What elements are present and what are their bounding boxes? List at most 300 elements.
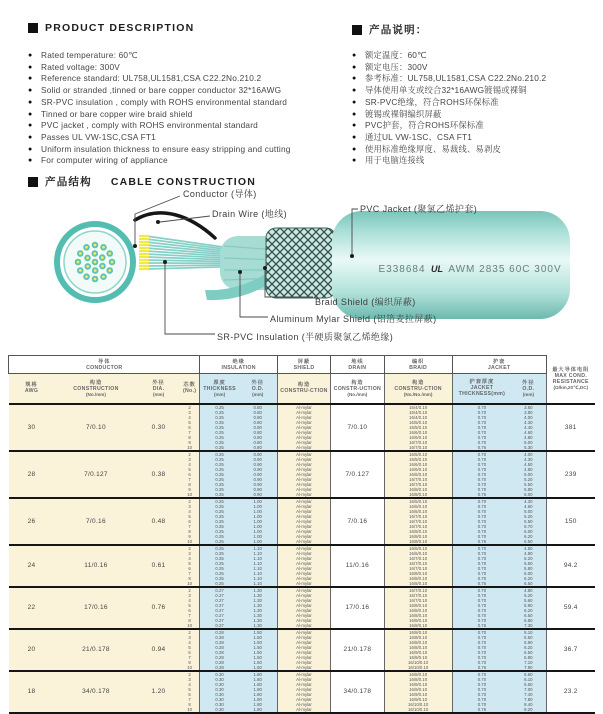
heading-en: CABLE CONSTRUCTION (110, 175, 257, 188)
jod-cell: 6.80 (511, 618, 546, 623)
jthk-cell: 0.70 (452, 420, 511, 425)
cores-cell: 3 (180, 677, 200, 682)
cores-cell: 8 (180, 529, 200, 534)
bullet-item: ● SR-PVC insulation , comply with ROHS environmental standard (28, 97, 291, 109)
cores-cell: 2 (180, 587, 200, 593)
jod-cell: 9.20 (511, 707, 546, 713)
od-cell: 0.80 (239, 425, 278, 430)
res-cell: 59.4 (546, 587, 595, 629)
shield-cell: Al-mylar (277, 593, 330, 598)
jod-cell: 3.80 (511, 410, 546, 415)
braid-cell: 16/8/0.10 (384, 581, 452, 587)
braid-cell: 16/7/0.10 (384, 514, 452, 519)
awg-group-30 (9, 404, 596, 451)
braid-cell: 16/8/0.10 (384, 529, 452, 534)
shield-cell: Al-mylar (277, 707, 330, 713)
jod-cell: 4.80 (511, 587, 546, 593)
thk-cell: 0.25 (200, 467, 239, 472)
od-cell: 1.50 (239, 635, 278, 640)
thk-cell: 0.25 (200, 462, 239, 467)
braid-cell: 16/8/0.10 (384, 677, 452, 682)
shield-cell: Al-mylar (277, 640, 330, 645)
thk-cell: 0.25 (200, 445, 239, 451)
thk-cell: 0.30 (200, 692, 239, 697)
shield-cell: Al-mylar (277, 650, 330, 655)
braid-cell: 16/8/0.10 (384, 539, 452, 545)
braid-cell: 16/4/0.10 (384, 410, 452, 415)
awg-cell: 28 (9, 451, 55, 498)
jod-cell: 4.60 (511, 504, 546, 509)
bullet-item: ● 用于电脑连接线 (352, 155, 546, 167)
jthk-cell: 0.70 (452, 545, 511, 551)
braid-cell: 16/6/0.10 (384, 472, 452, 477)
braid-cell: 16/7/0.10 (384, 482, 452, 487)
od-cell: 0.80 (239, 435, 278, 440)
aluminum-mylar-shield-label: Aluminum Mylar Shield (铝箔麦拉屏蔽) (270, 314, 437, 324)
braid-cell: 16/10/0.10 (384, 702, 452, 707)
cores-cell: 2 (180, 404, 200, 410)
bullet-item: ● 导体使用单支或绞合32*16AWG镀锡或裸铜 (352, 85, 546, 97)
braid-cell: 16/8/0.10 (384, 671, 452, 677)
cores-cell: 10 (180, 581, 200, 587)
jthk-cell: 0.70 (452, 425, 511, 430)
jod-cell: 7.80 (511, 697, 546, 702)
jthk-cell: 0.70 (452, 655, 511, 660)
dia-cell: 1.20 (137, 671, 179, 713)
od-cell: 1.00 (239, 498, 278, 504)
jod-cell: 4.30 (511, 457, 546, 462)
braid-cell: 16/5/0.10 (384, 457, 452, 462)
od-cell: 1.80 (239, 702, 278, 707)
jthk-cell: 0.76 (452, 445, 511, 451)
heading-cn: 产品结构 (45, 176, 92, 188)
dia-cell: 0.94 (137, 629, 179, 671)
bullet-item: ● 通过UL VW-1SC、CSA FT1 (352, 132, 546, 144)
cores-cell: 6 (180, 650, 200, 655)
jod-cell: 6.20 (511, 608, 546, 613)
od-cell: 1.80 (239, 687, 278, 692)
jod-cell: 6.00 (511, 571, 546, 576)
cores-cell: 10 (180, 623, 200, 629)
cores-cell: 8 (180, 702, 200, 707)
jthk-cell: 0.70 (452, 440, 511, 445)
od-cell: 1.30 (239, 618, 278, 623)
thk-cell: 0.30 (200, 682, 239, 687)
braid-cell: 16/5/0.10 (384, 425, 452, 430)
shield-cell: Al-mylar (277, 551, 330, 556)
braid-cell: 16/7/0.10 (384, 593, 452, 598)
awg-cell: 18 (9, 671, 55, 713)
shield-cell: Al-mylar (277, 467, 330, 472)
braid-cell: 16/9/0.10 (384, 697, 452, 702)
jod-cell: 7.30 (511, 623, 546, 629)
bullet-item: ● 额定电压：300V (352, 62, 546, 74)
shield-cell: Al-mylar (277, 655, 330, 660)
od-cell: 1.00 (239, 529, 278, 534)
shield-cell: Al-mylar (277, 587, 330, 593)
column-header-resistance: 最大导体电阻 MAX COND. RESISTANCE (Ω/km,20℃,DC) (546, 356, 595, 404)
cores-cell: 10 (180, 707, 200, 713)
jthk-cell: 0.70 (452, 635, 511, 640)
od-cell: 1.50 (239, 629, 278, 635)
braid-cell: 16/7/0.10 (384, 561, 452, 566)
sr-pvc-insulation-label: SR-PVC Insulation (半硬质聚氯乙烯绝缘) (217, 332, 394, 342)
cores-cell: 3 (180, 593, 200, 598)
od-cell: 1.50 (239, 645, 278, 650)
awg-group-24 (9, 545, 596, 587)
jod-cell: 8.40 (511, 702, 546, 707)
jthk-cell: 0.70 (452, 498, 511, 504)
shield-cell: Al-mylar (277, 504, 330, 509)
jthk-cell: 0.70 (452, 482, 511, 487)
shield-cell: Al-mylar (277, 514, 330, 519)
bullet-item: ● SR-PVC绝缘，符合ROHS环保标准 (352, 97, 546, 109)
awg-cell: 30 (9, 404, 55, 451)
od-cell: 1.80 (239, 677, 278, 682)
jod-cell: 4.30 (511, 498, 546, 504)
jod-cell: 5.30 (511, 445, 546, 451)
column-header: 护套厚度 JACKET THICKNESS(mm) (452, 374, 511, 404)
jthk-cell: 0.70 (452, 608, 511, 613)
heading-text: 产品说明： (369, 24, 428, 36)
od-cell: 1.30 (239, 587, 278, 593)
dia-cell: 0.38 (137, 451, 179, 498)
od-cell: 1.80 (239, 707, 278, 713)
thk-cell: 0.25 (200, 551, 239, 556)
od-cell: 0.80 (239, 440, 278, 445)
section-marker-icon (28, 23, 38, 33)
conductor-label: Conductor (导体) (183, 189, 257, 199)
braid-cell: 16/6/0.10 (384, 545, 452, 551)
cores-cell: 5 (180, 467, 200, 472)
thk-cell: 0.25 (200, 519, 239, 524)
cores-cell: 9 (180, 487, 200, 492)
jthk-cell: 0.70 (452, 566, 511, 571)
bullet-item: ● 镀锡或裸铜编织屏蔽 (352, 109, 546, 121)
jod-cell: 5.10 (511, 629, 546, 635)
jod-cell: 5.00 (511, 440, 546, 445)
bullet-item: ● Solid or stranded ,tinned or bare copper conductor 32*16AWG (28, 85, 291, 97)
od-cell: 1.50 (239, 650, 278, 655)
bullet-item: ● 额定温度：60℃ (352, 50, 546, 62)
thk-cell: 0.27 (200, 623, 239, 629)
jthk-cell: 0.70 (452, 677, 511, 682)
braid-cell: 16/8/0.10 (384, 635, 452, 640)
jthk-cell: 0.70 (452, 629, 511, 635)
jod-cell: 5.90 (511, 640, 546, 645)
thk-cell: 0.25 (200, 529, 239, 534)
shield-cell: Al-mylar (277, 477, 330, 482)
jod-cell: 5.20 (511, 556, 546, 561)
od-cell: 1.00 (239, 539, 278, 545)
braid-cell: 16/8/0.10 (384, 613, 452, 618)
shield-cell: Al-mylar (277, 556, 330, 561)
res-cell: 381 (546, 404, 595, 451)
jthk-cell: 0.70 (452, 640, 511, 645)
shield-cell: Al-mylar (277, 645, 330, 650)
jod-cell: 5.20 (511, 593, 546, 598)
cores-cell: 10 (180, 492, 200, 498)
jod-cell: 4.60 (511, 430, 546, 435)
cores-cell: 10 (180, 665, 200, 671)
braid-cell: 16/10/0.10 (384, 660, 452, 665)
column-header: 构造 CONSTRUCTION (No./mm) (55, 374, 138, 404)
cores-cell: 10 (180, 445, 200, 451)
cores-cell: 3 (180, 410, 200, 415)
jthk-cell: 0.70 (452, 462, 511, 467)
drain-cell: 11/0.16 (331, 545, 384, 587)
od-cell: 1.10 (239, 571, 278, 576)
cores-cell: 8 (180, 618, 200, 623)
jthk-cell: 0.70 (452, 415, 511, 420)
jacket-print-cert: E338684 (378, 264, 426, 275)
column-header: 构造 CONSTRU-CTION (277, 374, 330, 404)
shield-cell: Al-mylar (277, 462, 330, 467)
construction-cell: 7/0.10 (55, 404, 138, 451)
jod-cell: 5.20 (511, 477, 546, 482)
jthk-cell: 0.70 (452, 561, 511, 566)
jod-cell: 6.20 (511, 645, 546, 650)
cores-cell: 6 (180, 425, 200, 430)
drain-cell: 7/0.10 (331, 404, 384, 451)
column-header: 外径 O.D. (mm) (511, 374, 546, 404)
od-cell: 0.90 (239, 462, 278, 467)
od-cell: 0.90 (239, 467, 278, 472)
drain-cell: 7/0.127 (331, 451, 384, 498)
cores-cell: 3 (180, 551, 200, 556)
od-cell: 0.90 (239, 482, 278, 487)
braid-cell: 16/7/0.10 (384, 445, 452, 451)
shield-cell: Al-mylar (277, 425, 330, 430)
jod-cell: 4.40 (511, 425, 546, 430)
awg-group-18 (9, 671, 596, 713)
jod-cell: 6.10 (511, 677, 546, 682)
jthk-cell: 0.70 (452, 534, 511, 539)
od-cell: 1.50 (239, 655, 278, 660)
thk-cell: 0.25 (200, 457, 239, 462)
thk-cell: 0.25 (200, 539, 239, 545)
jthk-cell: 0.70 (452, 671, 511, 677)
cores-cell: 4 (180, 682, 200, 687)
jthk-cell: 0.70 (452, 472, 511, 477)
od-cell: 0.80 (239, 445, 278, 451)
jthk-cell: 0.70 (452, 404, 511, 410)
braid-cell: 16/10/0.10 (384, 707, 452, 713)
drain-cell: 21/0.178 (331, 629, 384, 671)
od-cell: 1.50 (239, 640, 278, 645)
shield-cell: Al-mylar (277, 519, 330, 524)
cores-cell: 4 (180, 556, 200, 561)
shield-cell: Al-mylar (277, 415, 330, 420)
jod-cell: 5.00 (511, 472, 546, 477)
jthk-cell: 0.70 (452, 487, 511, 492)
shield-cell: Al-mylar (277, 451, 330, 457)
shield-cell: Al-mylar (277, 571, 330, 576)
res-cell: 36.7 (546, 629, 595, 671)
thk-cell: 0.25 (200, 561, 239, 566)
od-cell: 1.30 (239, 623, 278, 629)
shield-cell: Al-mylar (277, 603, 330, 608)
braid-cell: 16/9/0.10 (384, 692, 452, 697)
braid-cell: 16/6/0.10 (384, 435, 452, 440)
shield-cell: Al-mylar (277, 440, 330, 445)
jthk-cell: 0.70 (452, 603, 511, 608)
od-cell: 1.10 (239, 581, 278, 587)
jod-cell: 6.80 (511, 655, 546, 660)
cores-cell: 5 (180, 687, 200, 692)
thk-cell: 0.30 (200, 687, 239, 692)
jthk-cell: 0.70 (452, 524, 511, 529)
column-header: 规格 AWG (9, 374, 55, 404)
jthk-cell: 0.70 (452, 692, 511, 697)
thk-cell: 0.27 (200, 587, 239, 593)
jod-cell: 5.50 (511, 635, 546, 640)
bullet-item: ● Tinned or bare copper wire braid shield (28, 109, 291, 121)
thk-cell: 0.27 (200, 618, 239, 623)
od-cell: 0.90 (239, 492, 278, 498)
braid-cell: 16/8/0.10 (384, 487, 452, 492)
jod-cell: 5.50 (511, 482, 546, 487)
cores-cell: 7 (180, 571, 200, 576)
shield-cell: Al-mylar (277, 598, 330, 603)
thk-cell: 0.25 (200, 498, 239, 504)
jthk-cell: 0.76 (452, 539, 511, 545)
cores-cell: 8 (180, 435, 200, 440)
jthk-cell: 0.70 (452, 467, 511, 472)
shield-cell: Al-mylar (277, 635, 330, 640)
thk-cell: 0.28 (200, 629, 239, 635)
section-marker-icon (28, 177, 38, 187)
od-cell: 1.00 (239, 519, 278, 524)
shield-cell: Al-mylar (277, 692, 330, 697)
shield-cell: Al-mylar (277, 430, 330, 435)
cores-cell: 2 (180, 629, 200, 635)
shield-cell: Al-mylar (277, 435, 330, 440)
braid-cell: 16/7/0.10 (384, 440, 452, 445)
jthk-cell: 0.70 (452, 457, 511, 462)
thk-cell: 0.27 (200, 593, 239, 598)
bullet-item: ● Uniform insulation thickness to ensure easy stripping and cutting (28, 144, 291, 156)
bullet-item: ● Reference standard: UL758,UL1581,CSA C22.2No.210.2 (28, 73, 291, 85)
jthk-cell: 0.70 (452, 430, 511, 435)
product-description-heading-cn (352, 22, 428, 37)
shield-cell: Al-mylar (277, 561, 330, 566)
cores-cell: 6 (180, 519, 200, 524)
jthk-cell: 0.76 (452, 623, 511, 629)
construction-cell: 17/0.16 (55, 587, 138, 629)
cores-cell: 4 (180, 415, 200, 420)
thk-cell: 0.28 (200, 635, 239, 640)
jthk-cell: 0.70 (452, 576, 511, 581)
jod-cell: 5.50 (511, 519, 546, 524)
res-cell: 150 (546, 498, 595, 545)
bullet-item: ● Rated voltage: 300V (28, 62, 291, 74)
cores-cell: 7 (180, 613, 200, 618)
shield-cell: Al-mylar (277, 545, 330, 551)
shield-cell: Al-mylar (277, 524, 330, 529)
braid-cell: 16/8/0.10 (384, 682, 452, 687)
cores-cell: 5 (180, 420, 200, 425)
braid-cell: 16/7/0.10 (384, 556, 452, 561)
awg-group-22 (9, 587, 596, 629)
dia-cell: 0.30 (137, 404, 179, 451)
jod-cell: 7.40 (511, 692, 546, 697)
cores-cell: 2 (180, 545, 200, 551)
res-cell: 239 (546, 451, 595, 498)
jthk-cell: 0.70 (452, 571, 511, 576)
cores-cell: 4 (180, 640, 200, 645)
thk-cell: 0.25 (200, 492, 239, 498)
group-header-jacket: 护套 JACKET (452, 356, 546, 374)
dia-cell: 0.61 (137, 545, 179, 587)
od-cell: 1.10 (239, 551, 278, 556)
cross-section (57, 224, 133, 300)
braid-cell: 16/8/0.10 (384, 571, 452, 576)
bullet-item: ● Rated temperature: 60℃ (28, 50, 291, 62)
conductor-strands (139, 236, 230, 269)
construction-cell: 7/0.127 (55, 451, 138, 498)
group-header-shield: 屏蔽 SHIELD (277, 356, 330, 374)
cores-cell: 3 (180, 504, 200, 509)
braid-cell: 16/8/0.10 (384, 629, 452, 635)
cores-cell: 5 (180, 561, 200, 566)
od-cell: 0.80 (239, 430, 278, 435)
braid-cell: 16/8/0.10 (384, 603, 452, 608)
jod-cell: 4.50 (511, 545, 546, 551)
shield-cell: Al-mylar (277, 660, 330, 665)
group-header-insulation: 绝缘 INSULATION (200, 356, 277, 374)
braid-cell: 16/7/0.10 (384, 587, 452, 593)
thk-cell: 0.25 (200, 410, 239, 415)
jthk-cell: 0.70 (452, 514, 511, 519)
jod-cell: 5.80 (511, 566, 546, 571)
jod-cell: 4.80 (511, 551, 546, 556)
jacket-print-type: AWM 2835 60C 300V (448, 264, 562, 275)
thk-cell: 0.30 (200, 697, 239, 702)
braid-cell: 16/8/0.10 (384, 618, 452, 623)
cores-cell: 5 (180, 645, 200, 650)
column-header: 厚度 THICKNESS (mm) (200, 374, 239, 404)
group-header-conductor: 导体 CONDUCTOR (9, 356, 200, 374)
braid-cell: 16/7/0.10 (384, 524, 452, 529)
jod-cell: 5.60 (511, 671, 546, 677)
jthk-cell: 0.70 (452, 660, 511, 665)
jod-cell: 4.30 (511, 420, 546, 425)
od-cell: 0.80 (239, 410, 278, 415)
jod-cell: 5.00 (511, 509, 546, 514)
thk-cell: 0.28 (200, 665, 239, 671)
jod-cell: 7.00 (511, 687, 546, 692)
cores-cell: 6 (180, 472, 200, 477)
shield-cell: Al-mylar (277, 665, 330, 671)
shield-cell: Al-mylar (277, 445, 330, 451)
shield-cell: Al-mylar (277, 618, 330, 623)
awg-group-20 (9, 629, 596, 671)
drain-cell: 7/0.16 (331, 498, 384, 545)
thk-cell: 0.25 (200, 404, 239, 410)
jod-cell: 7.10 (511, 660, 546, 665)
od-cell: 1.10 (239, 566, 278, 571)
od-cell: 1.30 (239, 598, 278, 603)
jthk-cell: 0.70 (452, 697, 511, 702)
braid-cell: 16/7/0.10 (384, 519, 452, 524)
thk-cell: 0.25 (200, 504, 239, 509)
jod-cell: 4.80 (511, 435, 546, 440)
shield-cell: Al-mylar (277, 613, 330, 618)
od-cell: 1.30 (239, 613, 278, 618)
shield-cell: Al-mylar (277, 682, 330, 687)
jthk-cell: 0.70 (452, 410, 511, 415)
